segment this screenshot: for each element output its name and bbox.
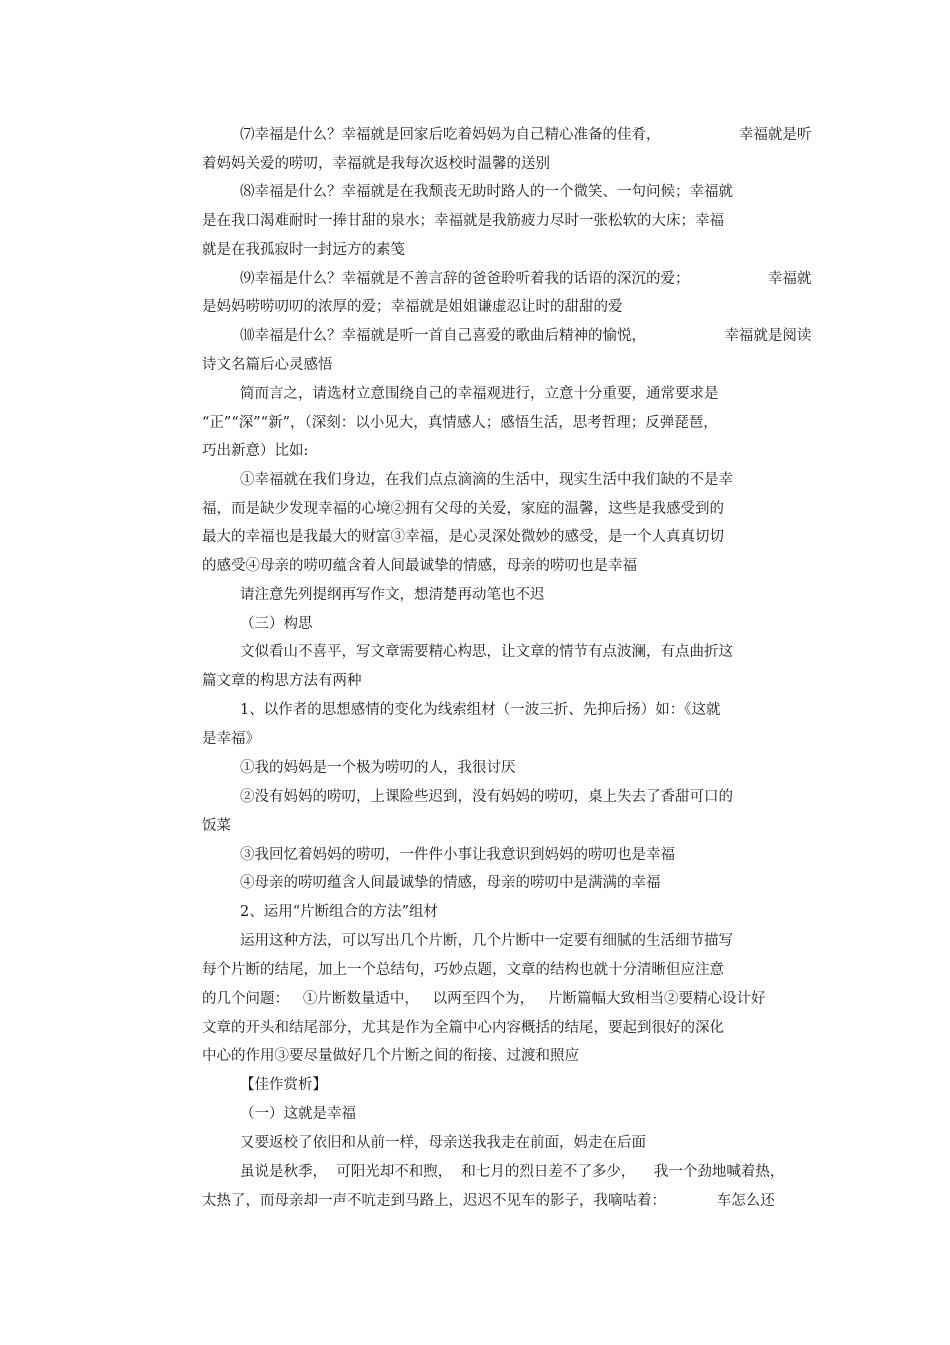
text-line: 又要返校了依旧和从前一样，母亲送我我走在前面，妈走在后面 [240, 1135, 646, 1151]
text-line: 2、运用“片断组合的方法”组材 [240, 904, 439, 920]
text-line: 诗文名篇后心灵感悟 [202, 357, 333, 373]
text-line: （一）这就是幸福 [240, 1106, 356, 1122]
text-line: 是在我口渴难耐时一捧甘甜的泉水；幸福就是我筋疲力尽时一张松软的大床；幸福 [202, 213, 724, 229]
text-line: 巧出新意）比如: [202, 443, 309, 459]
text-line: 饭菜 [202, 818, 231, 834]
text-line: “正”“深”“新”，（深刻：以小见大，真情感人；感悟生活，思考哲理；反弹琵琶， [202, 415, 718, 431]
text-line: ⑼幸福是什么？幸福就是不善言辞的爸爸聆听着我的话语的深沉的爱； 幸福就 [240, 271, 812, 287]
text-line: 就是在我孤寂时一封远方的素笺 [202, 242, 405, 258]
text-line: 的感受④母亲的唠叨蕴含着人间最诚挚的情感，母亲的唠叨也是幸福 [202, 558, 637, 574]
text-line: ⑻幸福是什么？幸福就是在我颓丧无助时路人的一个微笑、一句问候；幸福就 [240, 184, 733, 200]
text-line: 请注意先列提纲再写作文，想清楚再动笔也不迟 [240, 587, 545, 603]
text-line: 福，而是缺少发现幸福的心境②拥有父母的关爱，家庭的温馨，这些是我感受到的 [202, 501, 724, 517]
text-line: 中心的作用③要尽量做好几个片断之间的衔接、过渡和照应 [202, 1048, 579, 1064]
text-line: ①幸福就在我们身边，在我们点点滴滴的生活中，现实生活中我们缺的不是幸 [240, 472, 733, 488]
text-line: ④母亲的唠叨蕴含人间最诚挚的情感，母亲的唠叨中是满满的幸福 [240, 875, 661, 891]
text-line: 太热了，而母亲却一声不吭走到马路上，迟迟不见车的影子，我嘀咕着： 车怎么还 [202, 1193, 775, 1209]
text-line: 【佳作赏析】 [240, 1077, 327, 1093]
text-line: 虽说是秋季， 可阳光却不和煦， 和七月的烈日差不了多少， 我一个劲地喊着热， [240, 1164, 785, 1180]
text-line: 简而言之，请选材立意围绕自己的幸福观进行，立意十分重要，通常要求是 [240, 386, 719, 402]
text-line: 每个片断的结尾，加上一个总结句，巧妙点题，文章的结构也就十分清晰但应注意 [202, 962, 724, 978]
text-line: 1、以作者的思想感情的变化为线索组材（一波三折、先抑后扬）如：《这就 [240, 702, 721, 718]
text-line: 最大的幸福也是我最大的财富③幸福，是心灵深处微妙的感受，是一个人真真切切 [202, 529, 724, 545]
text-line: 是幸福》 [202, 731, 260, 747]
text-line: 运用这种方法，可以写出几个片断，几个片断中一定要有细腻的生活细节描写 [240, 933, 733, 949]
text-line: ①我的妈妈是一个极为唠叨的人，我很讨厌 [240, 760, 516, 776]
text-line: ⑺幸福是什么？幸福就是回家后吃着妈妈为自己精心准备的佳肴， 幸福就是听 [240, 127, 812, 143]
text-line: ⑽幸福是什么？幸福就是听一首自己喜爱的歌曲后精神的愉悦， 幸福就是阅读 [240, 328, 812, 344]
text-line: 的几个问题： ①片断数量适中， 以两至四个为， 片断篇幅大致相当②要精心设计好 [202, 991, 766, 1007]
text-line: 着妈妈关爱的唠叨，幸福就是我每次返校时温馨的送别 [202, 156, 550, 172]
text-line: 篇文章的构思方法有两种 [202, 673, 362, 689]
text-line: 文似看山不喜平，写文章需要精心构思，让文章的情节有点波澜，有点曲折这 [240, 644, 733, 660]
text-line: （三）构思 [240, 616, 313, 632]
text-line: ③我回忆着妈妈的唠叨，一件件小事让我意识到妈妈的唠叨也是幸福 [240, 847, 675, 863]
text-line: 是妈妈唠唠叨叨的浓厚的爱；幸福就是姐姐谦虚忍让时的甜甜的爱 [202, 299, 623, 315]
text-line: ②没有妈妈的唠叨，上课险些迟到，没有妈妈的唠叨，桌上失去了香甜可口的 [240, 789, 733, 805]
text-line: 文章的开头和结尾部分，尤其是作为全篇中心内容概括的结尾，要起到很好的深化 [202, 1020, 724, 1036]
